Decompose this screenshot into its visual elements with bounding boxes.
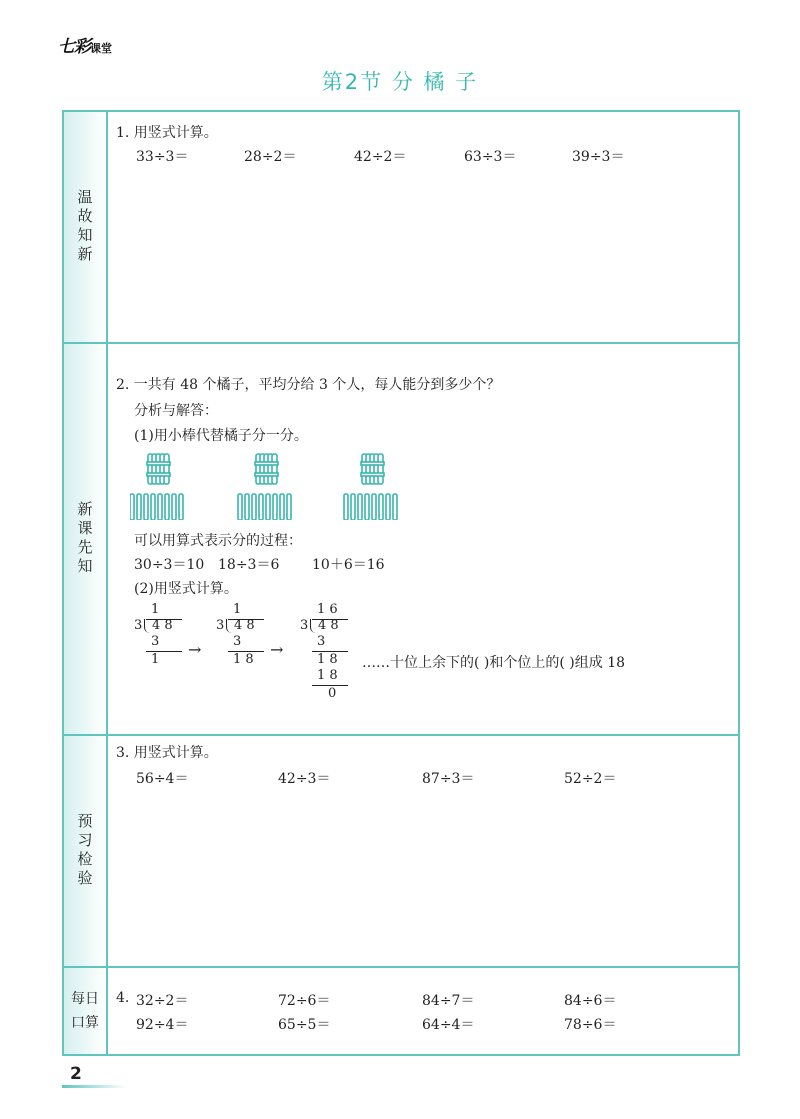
process-eq: 10＋6＝16: [312, 557, 385, 573]
new-side-label: 新课先知: [75, 501, 94, 577]
daily-section: [64, 968, 738, 1054]
division-divisor: 3: [216, 618, 225, 633]
daily-problem: 92÷4＝: [136, 1017, 189, 1033]
review-question: 1. 用竖式计算。: [116, 125, 218, 141]
division-step-a: [134, 602, 194, 672]
division-step-b: [216, 602, 276, 672]
page-number: 2: [70, 1064, 82, 1084]
daily-side-label-1: 每日: [71, 991, 99, 1007]
division-subtract: 3: [317, 634, 326, 649]
daily-side: [64, 968, 108, 1054]
preview-problem: 56÷4＝: [136, 771, 189, 787]
process-eq: 18÷3＝6: [218, 557, 280, 573]
review-problem: 33÷3＝: [136, 149, 189, 165]
review-side-label: 温故知新: [75, 189, 94, 265]
daily-side-label: [67, 987, 103, 1035]
stick-group-2: [238, 454, 291, 520]
review-section: [64, 112, 738, 344]
preview-side: [64, 736, 108, 966]
preview-problem: 87÷3＝: [422, 771, 475, 787]
preview-section: [64, 736, 738, 968]
daily-side-label-2: 口算: [71, 1015, 99, 1031]
stick-group-1: [130, 454, 183, 520]
division-subtract-2: 1 8: [317, 668, 338, 683]
logo-sub: 课堂: [90, 42, 112, 55]
daily-problem: 65÷5＝: [278, 1017, 331, 1033]
division-quotient: 1: [233, 602, 242, 617]
division-remainder: 1 8: [233, 652, 254, 667]
division-dividend: 4 8: [318, 618, 339, 633]
process-eq: 30÷3＝10: [134, 557, 205, 573]
step2-label: (2)用竖式计算。: [134, 581, 238, 597]
division-dividend: 4 8: [234, 618, 255, 633]
daily-problem: 78÷6＝: [564, 1017, 617, 1033]
division-step-c: [300, 602, 360, 701]
review-side: [64, 112, 108, 342]
division-dividend: 4 8: [152, 618, 173, 633]
review-problem: 42÷2＝: [354, 149, 407, 165]
new-question: 2. 一共有 48 个橘子，平均分给 3 个人，每人能分到多少个？: [116, 377, 501, 393]
new-side: [64, 344, 108, 734]
preview-problem: 52÷2＝: [564, 771, 617, 787]
new-section: [64, 344, 738, 736]
review-problem: 28÷2＝: [244, 149, 297, 165]
daily-problem: 72÷6＝: [278, 993, 331, 1009]
analysis-label: 分析与解答：: [134, 403, 218, 419]
daily-problem: 84÷6＝: [564, 993, 617, 1009]
arrow-icon: →: [188, 640, 202, 659]
daily-problem: 84÷7＝: [422, 993, 475, 1009]
division-divisor: 3: [300, 618, 309, 633]
division-quotient: 1: [151, 602, 160, 617]
division-subtract: 3: [233, 634, 242, 649]
preview-problem: 42÷3＝: [278, 771, 331, 787]
division-remainder-final: 0: [328, 686, 337, 701]
division-divisor: 3: [134, 618, 143, 633]
page-title: 第2节 分 橘 子: [321, 70, 479, 94]
page-number-bar: [62, 1085, 126, 1088]
sticks-illustration: [130, 450, 420, 520]
daily-problem: 32÷2＝: [136, 993, 189, 1009]
preview-side-label: 预习检验: [75, 813, 94, 889]
logo-main: 七彩: [58, 37, 90, 57]
logo: [58, 32, 112, 57]
fill-in-text: ……十位上余下的( )和个位上的( )组成 18: [362, 655, 626, 671]
division-remainder: 1 8: [317, 652, 338, 667]
preview-question: 3. 用竖式计算。: [116, 745, 218, 761]
process-text: 可以用算式表示分的过程：: [134, 533, 302, 549]
step1-label: (1)用小棒代替橘子分一分。: [134, 428, 308, 444]
daily-problem: 64÷4＝: [422, 1017, 475, 1033]
daily-number: 4.: [116, 990, 130, 1006]
division-subtract: 3: [151, 634, 160, 649]
arrow-icon: →: [270, 640, 284, 659]
stick-group-3: [344, 454, 397, 520]
division-quotient: 1 6: [317, 602, 338, 617]
review-problem: 63÷3＝: [464, 149, 517, 165]
worksheet-frame: [62, 110, 740, 1056]
review-problem: 39÷3＝: [572, 149, 625, 165]
division-remainder: 1: [151, 652, 160, 667]
